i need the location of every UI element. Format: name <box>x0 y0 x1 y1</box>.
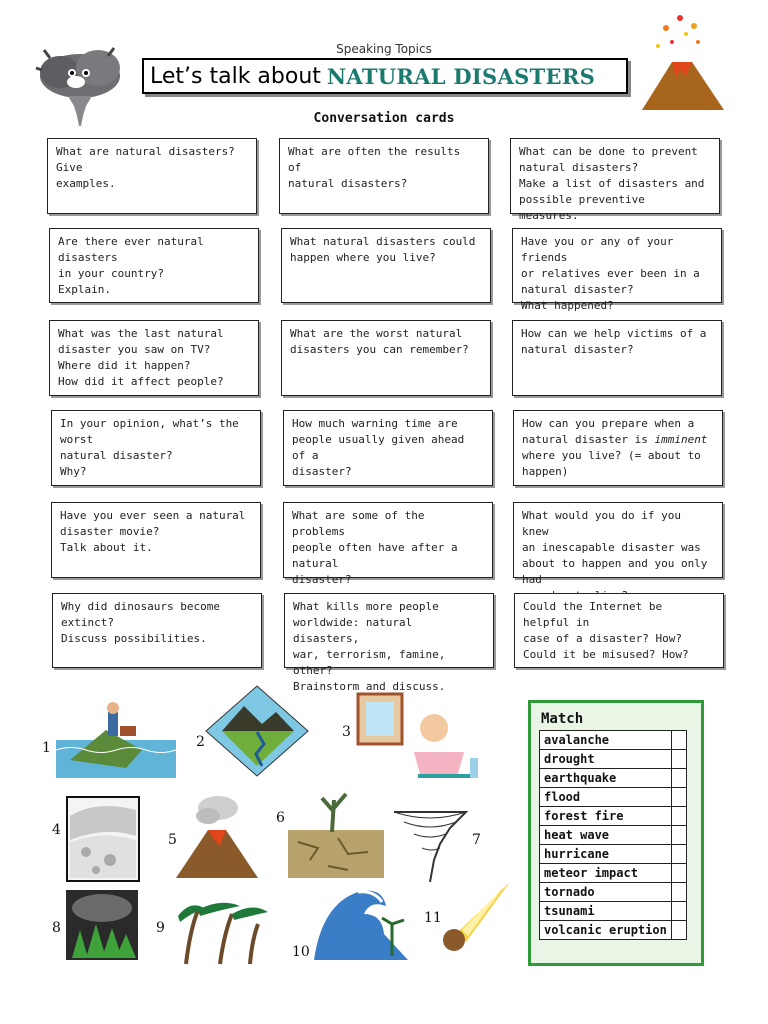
match-exercise <box>528 700 704 966</box>
hurricane-picture-icon <box>170 890 270 966</box>
match-answer-box[interactable] <box>671 902 686 921</box>
match-row <box>540 921 687 940</box>
match-row <box>540 826 687 845</box>
conversation-card: Could the Internet be helpful in case of a disaster? How? Could it be misused? How? <box>514 593 724 668</box>
match-answer-box[interactable] <box>671 845 686 864</box>
match-word: volcanic eruption <box>540 921 672 940</box>
conversation-card: What are the worst natural disasters you can remember? <box>281 320 491 396</box>
avalanche-picture-icon <box>66 796 140 882</box>
match-answer-box[interactable] <box>671 826 686 845</box>
heat-wave-picture-icon <box>354 692 484 788</box>
match-word: tsunami <box>540 902 672 921</box>
match-word: heat wave <box>540 826 672 845</box>
conversation-card: What was the last natural disaster you saw on TV? Where did it happen? How did it affect people? <box>49 320 259 396</box>
match-answer-box[interactable] <box>671 921 686 940</box>
conversation-card: Why did dinosaurs become extinct? Discuss possibilities. <box>52 593 262 668</box>
tsunami-picture-icon <box>312 884 410 962</box>
match-word: meteor impact <box>540 864 672 883</box>
volcano-icon <box>636 6 728 114</box>
match-word: tornado <box>540 883 672 902</box>
tornado-picture-icon <box>390 804 470 886</box>
match-row <box>540 788 687 807</box>
title-highlight: NATURAL DISASTERS <box>326 63 596 89</box>
match-row <box>540 864 687 883</box>
conversation-card: How much warning time are people usually given ahead of a disaster? <box>283 410 493 486</box>
match-row <box>540 883 687 902</box>
picture-number: 10 <box>292 944 310 960</box>
match-answer-box[interactable] <box>671 864 686 883</box>
conversation-card: Are there ever natural disasters in your country? Explain. <box>49 228 259 303</box>
match-answer-box[interactable] <box>671 769 686 788</box>
match-row <box>540 750 687 769</box>
picture-number: 1 <box>42 740 51 756</box>
match-answer-box[interactable] <box>671 731 686 750</box>
picture-number: 9 <box>156 920 165 936</box>
conversation-card: What kills more people worldwide: natural disasters, war, terrorism, famine, other? Brainstorm and discuss. <box>284 593 494 668</box>
match-row <box>540 902 687 921</box>
match-word: forest fire <box>540 807 672 826</box>
page-title <box>142 58 628 94</box>
conversation-card: What can be done to prevent natural disasters? Make a list of disasters and possible preventive measures. <box>510 138 720 214</box>
conversation-card: What are some of the problems people often have after a natural disaster? <box>283 502 493 578</box>
picture-number: 6 <box>276 810 285 826</box>
title-plain: Let’s talk about <box>150 63 321 89</box>
flood-picture-icon <box>56 700 176 778</box>
conversation-card: How can we help victims of a natural disaster? <box>512 320 722 396</box>
picture-number: 3 <box>342 724 351 740</box>
speaking-topics-label: Speaking Topics <box>336 42 432 56</box>
match-word: hurricane <box>540 845 672 864</box>
conversation-card: Have you or any of your friends or relatives ever been in a natural disaster? What happened? <box>512 228 722 303</box>
conversation-card: In your opinion, what’s the worst natural disaster? Why? <box>51 410 261 486</box>
picture-number: 5 <box>168 832 177 848</box>
emphasized-word: imminent <box>654 433 708 446</box>
conversation-card: What would you do if you knew an inescapable disaster was about to happen and you only had <box>513 502 723 578</box>
picture-number: 4 <box>52 822 61 838</box>
match-answer-box[interactable] <box>671 883 686 902</box>
match-answer-box[interactable] <box>671 788 686 807</box>
forest-fire-picture-icon <box>66 890 138 960</box>
match-answer-box[interactable] <box>671 750 686 769</box>
conversation-card: What natural disasters could happen where you live? <box>281 228 491 303</box>
picture-number: 7 <box>472 832 481 848</box>
volcanic-eruption-picture-icon <box>172 792 260 880</box>
conversation-cards-heading: Conversation cards <box>313 111 455 126</box>
match-word: avalanche <box>540 731 672 750</box>
match-word: earthquake <box>540 769 672 788</box>
picture-number: 8 <box>52 920 61 936</box>
meteor-impact-picture-icon <box>436 880 512 956</box>
earthquake-picture-icon <box>204 684 310 778</box>
drought-picture-icon <box>288 786 384 878</box>
picture-number: 11 <box>424 910 442 926</box>
match-answer-box[interactable] <box>671 807 686 826</box>
conversation-card: Have you ever seen a natural disaster movie? Talk about it. <box>51 502 261 578</box>
match-word: drought <box>540 750 672 769</box>
match-row <box>540 731 687 750</box>
picture-number: 2 <box>196 734 205 750</box>
match-word: flood <box>540 788 672 807</box>
match-table <box>539 730 687 940</box>
match-title: Match <box>541 711 584 727</box>
conversation-card: What are natural disasters? Give examples. <box>47 138 257 214</box>
match-row <box>540 845 687 864</box>
match-row <box>540 769 687 788</box>
match-row <box>540 807 687 826</box>
conversation-card: What are often the results of natural disasters? <box>279 138 489 214</box>
conversation-card: How can you prepare when a natural disaster is imminent where you live? (= about to happen) <box>513 410 723 486</box>
